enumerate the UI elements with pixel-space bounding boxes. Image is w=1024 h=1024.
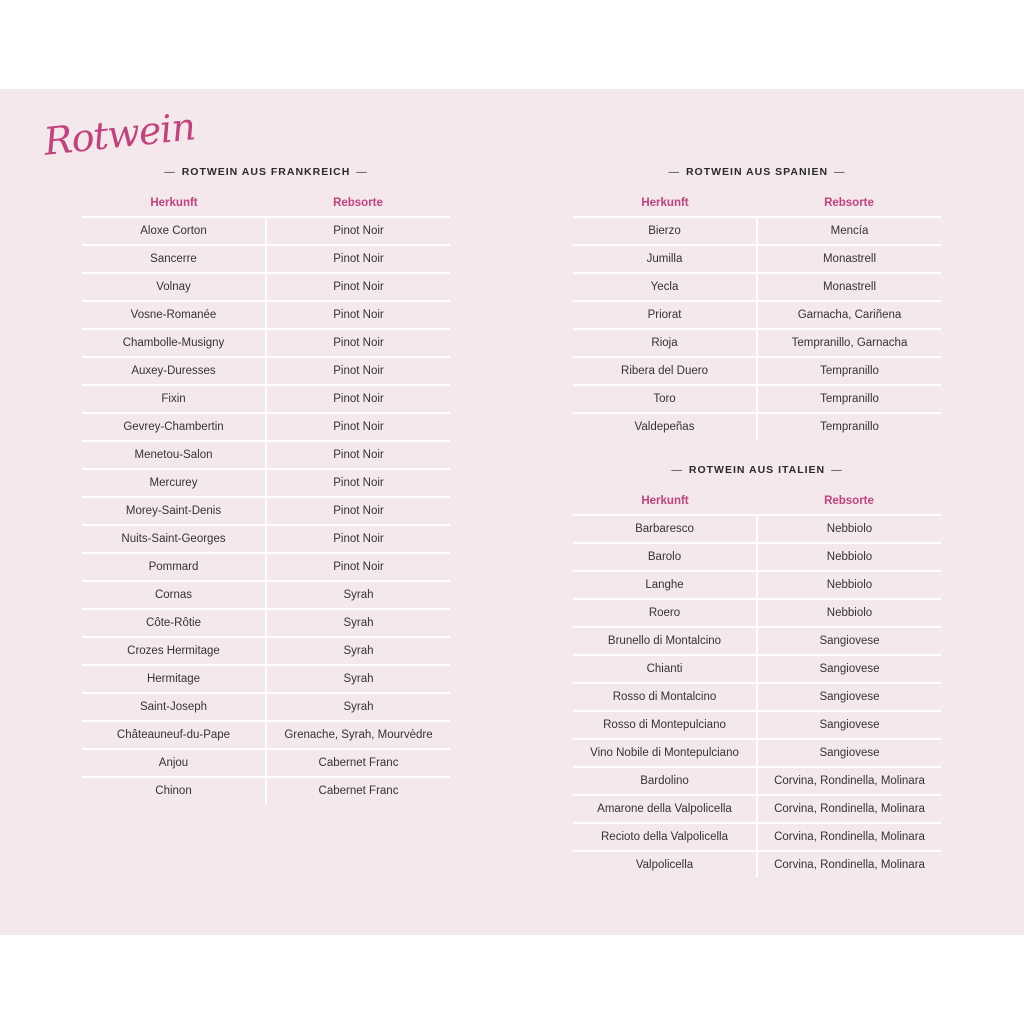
table-header-row: [82, 190, 450, 217]
table-row: [573, 329, 941, 357]
page-title: Rotwein: [41, 104, 197, 164]
table-row: [573, 413, 941, 440]
table-row: [573, 683, 941, 711]
table-row: [82, 217, 450, 245]
cell-grape: Nebbiolo: [757, 543, 941, 571]
cell-grape: Pinot Noir: [266, 273, 450, 301]
cell-grape: Monastrell: [757, 273, 941, 301]
cell-grape: Nebbiolo: [757, 515, 941, 543]
table-row: [82, 721, 450, 749]
table-row: [82, 525, 450, 553]
cell-origin: Ribera del Duero: [573, 357, 757, 385]
cell-grape: Pinot Noir: [266, 525, 450, 553]
cell-origin: Langhe: [573, 571, 757, 599]
cell-origin: Sancerre: [82, 245, 266, 273]
table-row: [82, 749, 450, 777]
cell-origin: Châteauneuf-du-Pape: [82, 721, 266, 749]
table-row: [82, 357, 450, 385]
section-heading-text: ROTWEIN AUS ITALIEN: [688, 464, 826, 476]
table-row: [573, 851, 941, 878]
cell-origin: Bardolino: [573, 767, 757, 795]
cell-grape: Tempranillo: [820, 421, 879, 433]
cell-grape: Grenache, Syrah, Mourvèdre: [266, 721, 450, 749]
section-heading: — ROTWEIN AUS FRANKREICH —: [164, 166, 368, 178]
cell-origin: Yecla: [573, 273, 757, 301]
table-row: [82, 609, 450, 637]
cell-grape: Monastrell: [757, 245, 941, 273]
wine-table-france: [82, 190, 450, 804]
cell-origin: Anjou: [82, 749, 266, 777]
cell-grape: Sangiovese: [757, 711, 941, 739]
column-header-grape: Rebsorte: [757, 190, 941, 217]
cell-origin: Vino Nobile di Montepulciano: [573, 739, 757, 767]
cell-grape: Pinot Noir: [266, 413, 450, 441]
cell-grape: Syrah: [266, 665, 450, 693]
cell-grape: Pinot Noir: [266, 441, 450, 469]
cell-grape: Pinot Noir: [266, 497, 450, 525]
cell-origin: Morey-Saint-Denis: [82, 497, 266, 525]
cell-grape: Syrah: [266, 609, 450, 637]
section-heading-text: ROTWEIN AUS SPANIEN: [685, 166, 829, 178]
table-row: [573, 385, 941, 413]
cell-origin: Nuits-Saint-Georges: [82, 525, 266, 553]
section-heading: — ROTWEIN AUS ITALIEN —: [671, 464, 843, 476]
column-header-origin: Herkunft: [573, 488, 757, 515]
cell-origin: Crozes Hermitage: [82, 637, 266, 665]
cell-origin: Valpolicella: [573, 851, 757, 878]
cell-origin: Gevrey-Chambertin: [82, 413, 266, 441]
cell-grape: Pinot Noir: [266, 553, 450, 581]
table-row: [82, 637, 450, 665]
cell-grape: Mencía: [757, 217, 941, 245]
wine-table-italy: [573, 488, 941, 878]
cell-origin: Bierzo: [573, 217, 757, 245]
table-row: [82, 581, 450, 609]
table-row: [573, 515, 941, 543]
table-row: [573, 245, 941, 273]
table-row: [82, 273, 450, 301]
table-row: [573, 571, 941, 599]
cell-grape: Pinot Noir: [266, 301, 450, 329]
cell-origin: Recioto della Valpolicella: [573, 823, 757, 851]
cell-grape: Syrah: [266, 581, 450, 609]
table-row: [82, 385, 450, 413]
table-row: [82, 777, 450, 804]
section-heading-text: ROTWEIN AUS FRANKREICH: [181, 166, 351, 178]
cell-grape: Sangiovese: [757, 627, 941, 655]
cell-origin: Hermitage: [82, 665, 266, 693]
table-row: [573, 217, 941, 245]
table-row: [82, 497, 450, 525]
wine-table-spain: [573, 190, 941, 440]
cell-origin: Aloxe Corton: [82, 217, 266, 245]
table-row: [573, 711, 941, 739]
table-header-row: [573, 190, 941, 217]
cell-grape: Tempranillo: [757, 385, 941, 413]
table-row: [82, 553, 450, 581]
cell-grape: Garnacha, Cariñena: [757, 301, 941, 329]
cell-origin: Menetou-Salon: [82, 441, 266, 469]
table-row: [573, 543, 941, 571]
cell-origin: Côte-Rôtie: [82, 609, 266, 637]
cell-grape: Nebbiolo: [757, 599, 941, 627]
table-row: [82, 301, 450, 329]
cell-grape: Sangiovese: [757, 683, 941, 711]
cell-origin: Brunello di Montalcino: [573, 627, 757, 655]
cell-grape: Sangiovese: [757, 739, 941, 767]
cell-origin: Chambolle-Musigny: [82, 329, 266, 357]
table-row: [573, 627, 941, 655]
cell-grape: Pinot Noir: [266, 245, 450, 273]
column-header-origin: Herkunft: [573, 190, 757, 217]
table-row: [573, 655, 941, 683]
table-row: [573, 795, 941, 823]
section-italy: [573, 460, 941, 878]
section-heading: — ROTWEIN AUS SPANIEN —: [668, 166, 846, 178]
table-row: [82, 441, 450, 469]
cell-origin: Fixin: [82, 385, 266, 413]
table-row: [573, 823, 941, 851]
cell-grape: Pinot Noir: [266, 469, 450, 497]
column-header-origin: Herkunft: [82, 190, 266, 217]
cell-grape: Syrah: [266, 637, 450, 665]
cell-origin: Valdepeñas: [573, 413, 757, 440]
cell-origin: Jumilla: [573, 245, 757, 273]
cell-grape: Corvina, Rondinella, Molinara: [757, 795, 941, 823]
table-row: [82, 665, 450, 693]
column-header-grape: Rebsorte: [757, 488, 941, 515]
cell-grape: Corvina, Rondinella, Molinara: [757, 767, 941, 795]
cell-grape: Pinot Noir: [266, 357, 450, 385]
cell-origin: Mercurey: [82, 469, 266, 497]
cell-grape: Corvina, Rondinella, Molinara: [757, 823, 941, 851]
cell-origin: Cornas: [82, 581, 266, 609]
cell-origin: Amarone della Valpolicella: [573, 795, 757, 823]
table-row: [82, 693, 450, 721]
cell-origin: Auxey-Duresses: [82, 357, 266, 385]
table-row: [573, 357, 941, 385]
cell-origin: Chianti: [573, 655, 757, 683]
table-row: [82, 469, 450, 497]
cell-grape: Tempranillo, Garnacha: [757, 329, 941, 357]
cell-grape: Nebbiolo: [757, 571, 941, 599]
cell-grape: Pinot Noir: [266, 385, 450, 413]
cell-origin: Barolo: [573, 543, 757, 571]
cell-origin: Pommard: [82, 553, 266, 581]
cell-origin: Rosso di Montepulciano: [573, 711, 757, 739]
table-row: [573, 767, 941, 795]
table-row: [573, 301, 941, 329]
cell-origin: Volnay: [82, 273, 266, 301]
table-row: [573, 273, 941, 301]
table-header-row: [573, 488, 941, 515]
table-row: [573, 739, 941, 767]
cell-origin: Priorat: [573, 301, 757, 329]
table-row: [82, 245, 450, 273]
table-row: [82, 413, 450, 441]
cell-origin: Rioja: [573, 329, 757, 357]
cell-origin: Saint-Joseph: [82, 693, 266, 721]
section-spain: [573, 162, 941, 440]
cell-origin: Rosso di Montalcino: [573, 683, 757, 711]
cell-grape: Cabernet Franc: [266, 749, 450, 777]
cell-origin: Roero: [573, 599, 757, 627]
table-row: [573, 599, 941, 627]
table-row: [82, 329, 450, 357]
cell-origin: Toro: [573, 385, 757, 413]
cell-grape: Tempranillo: [757, 357, 941, 385]
cell-grape: Syrah: [266, 693, 450, 721]
cell-grape: Pinot Noir: [266, 217, 450, 245]
cell-origin: Vosne-Romanée: [82, 301, 266, 329]
cell-origin: Barbaresco: [573, 515, 757, 543]
section-france: [82, 162, 450, 804]
cell-origin: Chinon: [82, 777, 266, 804]
cell-grape: Pinot Noir: [266, 329, 450, 357]
column-header-grape: Rebsorte: [266, 190, 450, 217]
cell-grape: Cabernet Franc: [318, 785, 399, 797]
cell-grape: Sangiovese: [757, 655, 941, 683]
cell-grape: Corvina, Rondinella, Molinara: [774, 859, 925, 871]
